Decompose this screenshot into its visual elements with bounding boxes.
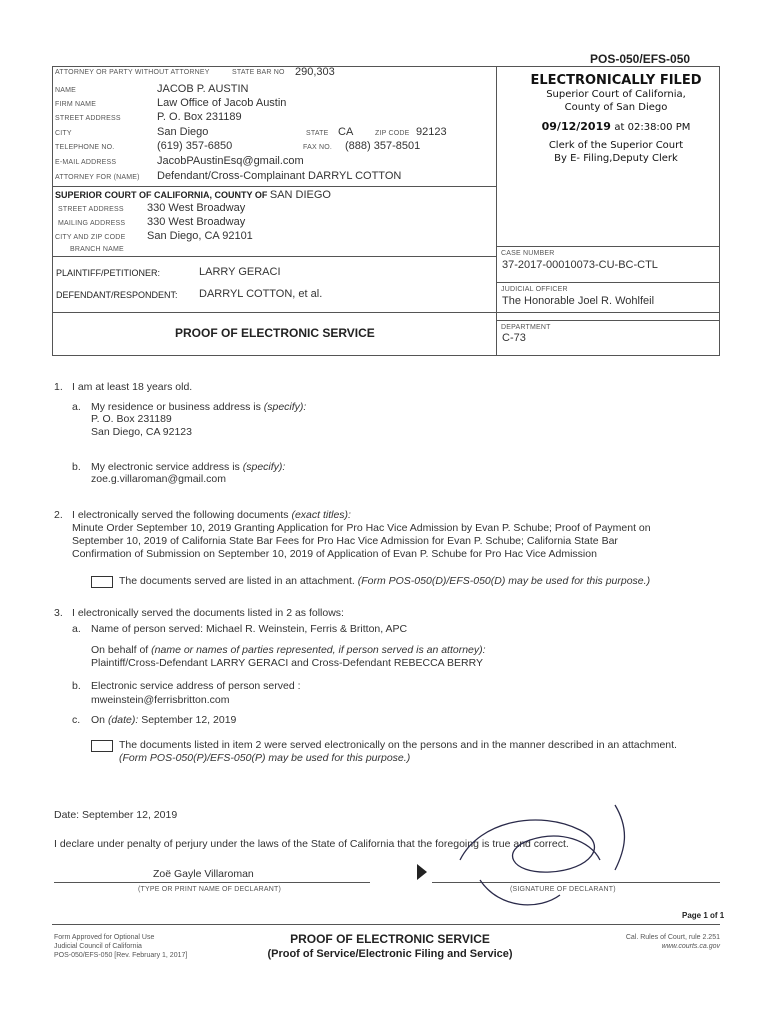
item-1-text: I am at least 18 years old. bbox=[72, 381, 193, 393]
state-value: CA bbox=[338, 126, 354, 138]
branch-label: BRANCH NAME bbox=[70, 246, 124, 253]
street-label: STREET ADDRESS bbox=[55, 115, 121, 122]
attorney-header-label: ATTORNEY OR PARTY WITHOUT ATTORNEY bbox=[55, 69, 210, 76]
court-mailing-label: MAILING ADDRESS bbox=[58, 220, 126, 227]
court-street: 330 West Broadway bbox=[147, 202, 246, 214]
judicial-officer: The Honorable Joel R. Wohlfeil bbox=[502, 295, 655, 307]
item-2-attach-text: The documents served are listed in an attachment. (Form POS-050(D)/EFS-050(D) may be used for this purpose.) bbox=[119, 575, 651, 587]
zip-label: ZIP CODE bbox=[375, 130, 410, 137]
form-id: POS-050/EFS-050 bbox=[590, 52, 691, 66]
item-3-behalf-value: Plaintiff/Cross-Defendant LARRY GERACI and Cross-Defendant REBECCA BERRY bbox=[91, 657, 483, 669]
defendant-value: DARRYL COTTON, et al. bbox=[199, 288, 323, 300]
item-3b-value: mweinstein@ferrisbritton.com bbox=[91, 694, 230, 706]
item-3-attach-note: (Form POS-050(P)/EFS-050(P) may be used for this purpose.) bbox=[119, 752, 411, 764]
plaintiff-value: LARRY GERACI bbox=[199, 266, 281, 278]
item-3a-text: Name of person served: Michael R. Weinstein, Ferris & Britton, APC bbox=[91, 623, 408, 635]
item-3a-letter: a. bbox=[72, 623, 81, 635]
sign-here-arrow-icon bbox=[417, 864, 427, 880]
handwritten-signature-icon bbox=[440, 800, 640, 920]
case-number: 37-2017-00010073-CU-BC-CTL bbox=[502, 259, 658, 271]
street-value: P. O. Box 231189 bbox=[157, 111, 242, 123]
signature-date: Date: September 12, 2019 bbox=[54, 809, 178, 821]
item-3-behalf-text: On behalf of (name or names of parties represented, if person served is an attorney): bbox=[91, 644, 486, 656]
item-2-text: I electronically served the following documents (exact titles): bbox=[72, 509, 351, 521]
attorney-name: JACOB P. AUSTIN bbox=[157, 83, 249, 95]
bar-no-label: STATE BAR NO bbox=[232, 69, 285, 76]
footer-left-1: Form Approved for Optional Use bbox=[54, 934, 155, 941]
email-value: JacobPAustinEsq@gmail.com bbox=[157, 155, 304, 167]
state-label: STATE bbox=[306, 130, 329, 137]
department-label: DEPARTMENT bbox=[501, 324, 551, 331]
footer-website: www.courts.ca.gov bbox=[661, 943, 720, 950]
efiled-time: at 02:38:00 PM bbox=[614, 122, 691, 133]
tel-label: TELEPHONE NO. bbox=[55, 144, 115, 151]
defendant-label: DEFENDANT/RESPONDENT: bbox=[56, 290, 178, 300]
item-1b-text: My electronic service address is (specify): bbox=[91, 461, 286, 473]
judicial-officer-label: JUDICIAL OFFICER bbox=[501, 286, 568, 293]
attorney-for-value: Defendant/Cross-Complainant DARRYL COTTON bbox=[157, 170, 402, 182]
bar-no-value: 290,303 bbox=[295, 66, 335, 78]
item-2-doc-line3: Confirmation of Submission on September 10, 2019 of Application of Evan P. Schube for Pro Hac Vice Admission bbox=[72, 548, 597, 560]
item-2-number: 2. bbox=[54, 509, 63, 521]
item-3c-text: On (date): September 12, 2019 bbox=[91, 714, 237, 726]
signature-label: (SIGNATURE OF DECLARANT) bbox=[510, 886, 616, 893]
attachment-checkbox-item-2[interactable] bbox=[91, 576, 113, 588]
item-3-attach-text: The documents listed in item 2 were served electronically on the persons and in the manner described in an attachment. bbox=[119, 739, 677, 751]
firm-label: FIRM NAME bbox=[55, 101, 97, 108]
email-label: E-MAIL ADDRESS bbox=[55, 159, 117, 166]
item-1a-letter: a. bbox=[72, 401, 81, 413]
firm-name: Law Office of Jacob Austin bbox=[157, 97, 287, 109]
tel-value: (619) 357-6850 bbox=[157, 140, 233, 152]
item-2-doc-line2: September 10, 2019 of California State Bar Fees for Pro Hac Vice Admission for Evan P. Schube; California State Bar bbox=[72, 535, 618, 547]
attachment-checkbox-item-3[interactable] bbox=[91, 740, 113, 752]
city-value: San Diego bbox=[157, 126, 209, 138]
item-3b-text: Electronic service address of person served : bbox=[91, 680, 301, 692]
item-1a-text: My residence or business address is (specify): bbox=[91, 401, 307, 413]
efiled-by: By E- Filing,Deputy Clerk bbox=[554, 153, 678, 164]
item-1a-line1: P. O. Box 231189 bbox=[91, 413, 172, 425]
case-number-label: CASE NUMBER bbox=[501, 250, 555, 257]
declarant-name: Zoë Gayle Villaroman bbox=[153, 868, 254, 880]
efiled-county: County of San Diego bbox=[564, 102, 668, 113]
page-number: Page 1 of 1 bbox=[682, 911, 725, 920]
efiled-clerk: Clerk of the Superior Court bbox=[548, 140, 684, 151]
footer-title: PROOF OF ELECTRONIC SERVICE bbox=[290, 932, 490, 946]
efiled-datetime bbox=[512, 120, 720, 133]
footer-left-2: Judicial Council of California bbox=[54, 943, 142, 950]
item-3-number: 3. bbox=[54, 607, 63, 619]
court-title: SUPERIOR COURT OF CALIFORNIA, COUNTY OF SAN DIEGO bbox=[55, 189, 331, 201]
plaintiff-label: PLAINTIFF/PETITIONER: bbox=[56, 268, 161, 278]
item-1b-value: zoe.g.villaroman@gmail.com bbox=[91, 473, 226, 485]
declarant-name-label: (TYPE OR PRINT NAME OF DECLARANT) bbox=[138, 886, 281, 893]
item-2-doc-line1: Minute Order September 10, 2019 Granting Application for Pro Hac Vice Admission by Evan P. Schube; Proof of Payment on bbox=[72, 522, 651, 534]
court-mailing: 330 West Broadway bbox=[147, 216, 246, 228]
court-cityzip-label: CITY AND ZIP CODE bbox=[55, 234, 126, 241]
efiled-court: Superior Court of California, bbox=[546, 89, 686, 100]
document-title: PROOF OF ELECTRONIC SERVICE bbox=[175, 326, 375, 340]
footer-rule: Cal. Rules of Court, rule 2.251 bbox=[625, 934, 720, 941]
attorney-for-label: ATTORNEY FOR (NAME) bbox=[55, 174, 140, 181]
item-1-number: 1. bbox=[54, 381, 63, 393]
court-street-label: STREET ADDRESS bbox=[58, 206, 124, 213]
efiled-date: 09/12/2019 bbox=[541, 120, 611, 133]
name-label: NAME bbox=[55, 87, 77, 94]
item-1a-line2: San Diego, CA 92123 bbox=[91, 426, 192, 438]
efiled-title: ELECTRONICALLY FILED bbox=[530, 73, 702, 88]
footer-left-3: POS-050/EFS-050 [Rev. February 1, 2017] bbox=[54, 952, 188, 959]
item-1b-letter: b. bbox=[72, 461, 81, 473]
court-cityzip: San Diego, CA 92101 bbox=[147, 230, 253, 242]
fax-label: FAX NO. bbox=[303, 144, 333, 151]
fax-value: (888) 357-8501 bbox=[345, 140, 421, 152]
item-3c-letter: c. bbox=[72, 714, 81, 726]
item-3b-letter: b. bbox=[72, 680, 81, 692]
zip-value: 92123 bbox=[416, 126, 447, 138]
footer-subtitle: (Proof of Service/Electronic Filing and Service) bbox=[267, 948, 513, 960]
city-label: CITY bbox=[55, 130, 72, 137]
department: C-73 bbox=[502, 332, 526, 344]
declaration-text: I declare under penalty of perjury under the laws of the State of California that the foregoing is true and correct. bbox=[54, 838, 569, 850]
item-3-text: I electronically served the documents listed in 2 as follows: bbox=[72, 607, 344, 619]
